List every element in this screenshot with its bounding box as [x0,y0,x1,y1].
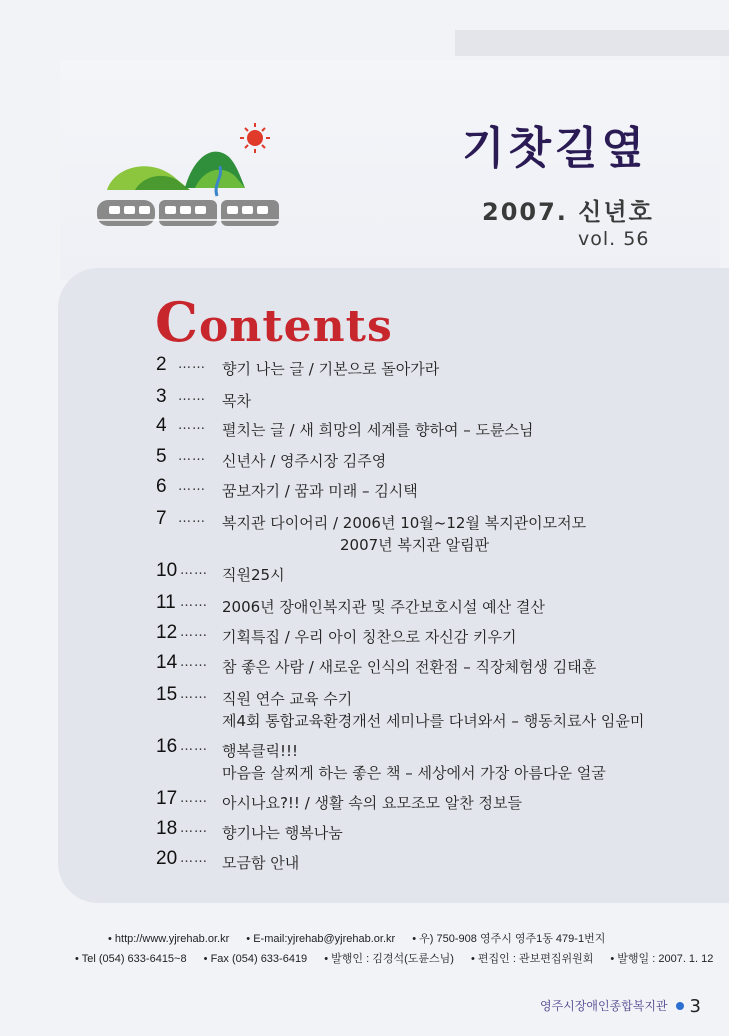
toc-page-number: 7 [156,508,167,529]
toc-leader-dots: …… [180,563,208,578]
toc-title: 꿈보자기 / 꿈과 미래 – 김시택 [222,482,418,500]
magazine-title: 기찻길옆 [462,123,649,174]
toc-page-number: 16 [156,736,178,757]
toc-subtitle: 마음을 살찌게 하는 좋은 책 – 세상에서 가장 아름다운 얼굴 [222,764,606,782]
toc-page-number: 15 [156,684,178,705]
toc-title: 펼치는 글 / 새 희망의 세계를 향하여 – 도륜스님 [222,421,534,439]
footer-address: • 우) 750-908 영주시 영주1동 479-1번지 [412,933,606,945]
volume-label: vol. 56 [578,228,650,250]
footer-editor: • 편집인 : 관보편집위원회 [470,953,594,965]
toc-leader-dots: …… [180,625,208,640]
organization-name: 영주시장애인종합복지관 [540,999,668,1013]
toc-title: 모금함 안내 [222,854,300,872]
toc-leader-dots: …… [178,389,206,404]
footer-line-1 [108,930,619,946]
contents-heading-initial: C [155,290,199,354]
toc-leader-dots: …… [178,479,206,494]
toc-page-number: 3 [156,386,167,407]
toc-leader-dots: …… [180,655,208,670]
toc-page-number: 17 [156,788,178,809]
toc-title: 신년사 / 영주시장 김주영 [222,452,387,470]
toc-title: 복지관 다이어리 / 2006년 10월~12월 복지관이모저모 [222,514,587,532]
toc-page-number: 20 [156,848,178,869]
toc-page-number: 12 [156,622,178,643]
organization-footer [540,996,701,1017]
contents-heading [155,290,393,354]
toc-page-number: 14 [156,652,178,673]
toc-title: 참 좋은 사람 / 새로운 인식의 전환점 – 직장체험생 김태훈 [222,658,597,676]
toc-title: 향기 나는 글 / 기본으로 돌아가라 [222,360,440,378]
toc-page-number: 10 [156,560,178,581]
toc-leader-dots: …… [178,511,206,526]
footer-line-2 [75,950,727,966]
toc-leader-dots: …… [178,418,206,433]
toc-subtitle: 제4회 통합교육환경개선 세미나를 다녀와서 – 행동치료사 임윤미 [222,712,645,730]
toc-leader-dots: …… [180,739,208,754]
bullet-dot-icon [676,1002,684,1010]
toc-leader-dots: …… [178,357,206,372]
toc-page-number: 2 [156,354,167,375]
footer-date: • 발행일 : 2007. 1. 12 [610,953,714,965]
toc-page-number: 4 [156,415,167,436]
toc-subtitle: 2007년 복지관 알림판 [340,536,490,554]
toc-leader-dots: …… [180,595,208,610]
mountain-icon [107,152,245,196]
train-mountain-sun-logo [95,118,295,238]
toc-title: 행복클릭!!! [222,742,298,760]
toc-title: 향기나는 행복나눔 [222,824,343,842]
toc-page-number: 5 [156,446,167,467]
toc-leader-dots: …… [180,791,208,806]
contents-heading-rest: ontents [198,301,393,352]
toc-leader-dots: …… [180,851,208,866]
toc-title: 2006년 장애인복지관 및 주간보호시설 예산 결산 [222,598,545,616]
toc-leader-dots: …… [180,687,208,702]
toc-page-number: 18 [156,818,178,839]
footer-email: • E-mail:yjrehab@yjrehab.or.kr [246,933,396,945]
toc-title: 직원 연수 교육 수기 [222,690,353,708]
footer-website: • http://www.yjrehab.or.kr [108,933,230,945]
toc-title: 아시나요?!! / 생활 속의 요모조모 알찬 정보들 [222,794,522,812]
toc-leader-dots: …… [180,821,208,836]
footer-tel: • Tel (054) 633-6415~8 [75,953,187,965]
toc-page-number: 6 [156,476,167,497]
toc-title: 직원25시 [222,566,285,584]
sun-icon [240,123,270,153]
toc-page-number: 11 [156,592,176,613]
toc-leader-dots: …… [178,449,206,464]
train-icon [97,200,279,226]
toc-title: 기획특집 / 우리 아이 칭찬으로 자신감 키우기 [222,628,517,646]
page-number: 3 [689,996,701,1017]
issue-label: 2007. 신년호 [482,198,654,226]
toc-title: 목차 [222,392,251,410]
footer-fax: • Fax (054) 633-6419 [203,953,308,965]
top-decor-strip [455,30,729,56]
footer-publisher: • 발행인 : 김경석(도륜스님) [324,953,454,965]
